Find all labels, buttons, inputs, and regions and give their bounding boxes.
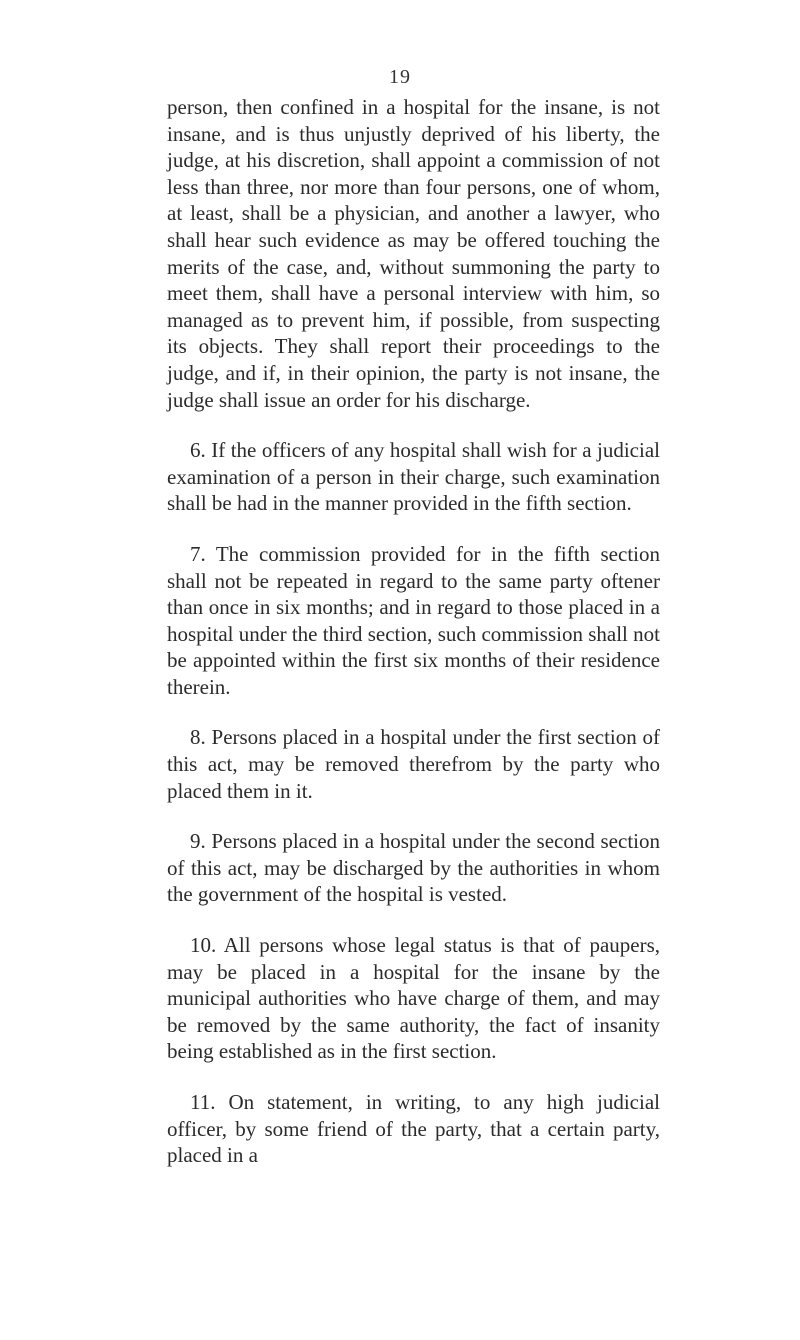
paragraph-section-8: 8. Persons placed in a hospital under the first section of this act, may be removed therefrom by the party who placed them in it. [167, 725, 660, 803]
page-number: 19 [389, 66, 411, 88]
paragraph-section-11: 11. On statement, in writing, to any high judicial officer, by some friend of the party, that a certain party, placed in a [167, 1090, 660, 1168]
paragraph-section-10: 10. All persons whose legal status is that of paupers, may be placed in a hospital for the insane by the municipal authorities who have charge of them, and may be removed by the same authority, the fact of insanity being established as in the first section. [167, 933, 660, 1064]
paragraph-section-9: 9. Persons placed in a hospital under the second section of this act, may be discharged by the authorities in whom the government of the hospital is vested. [167, 829, 660, 907]
paragraph-continuation: person, then confined in a hospital for the insane, is not insane, and is thus unjustly deprived of his liberty, the judge, at his discretion, shall appoint a commission of not less than three, nor more than four persons, one of whom, at least, shall be a physician, and another a lawyer, who shall hear such evidence as may be offered touching the merits of the case, and, without summoning the party to meet them, shall have a personal interview with him, so managed as to prevent him, if possible, from suspecting its objects. They shall report their proceedings to the judge, and if, in their opinion, the party is not insane, the judge shall issue an order for his discharge. [167, 95, 660, 412]
paragraph-section-6: 6. If the officers of any hospital shall wish for a judicial examination of a person in their charge, such examination shall be had in the manner provided in the fifth section. [167, 438, 660, 516]
page-body [167, 94, 660, 1169]
paragraph-section-7: 7. The commission provided for in the fifth section shall not be repeated in regard to the same party oftener than once in six months; and in regard to those placed in a hospital under the third section, such commission shall not be appointed within the first six months of their residence therein. [167, 541, 660, 699]
